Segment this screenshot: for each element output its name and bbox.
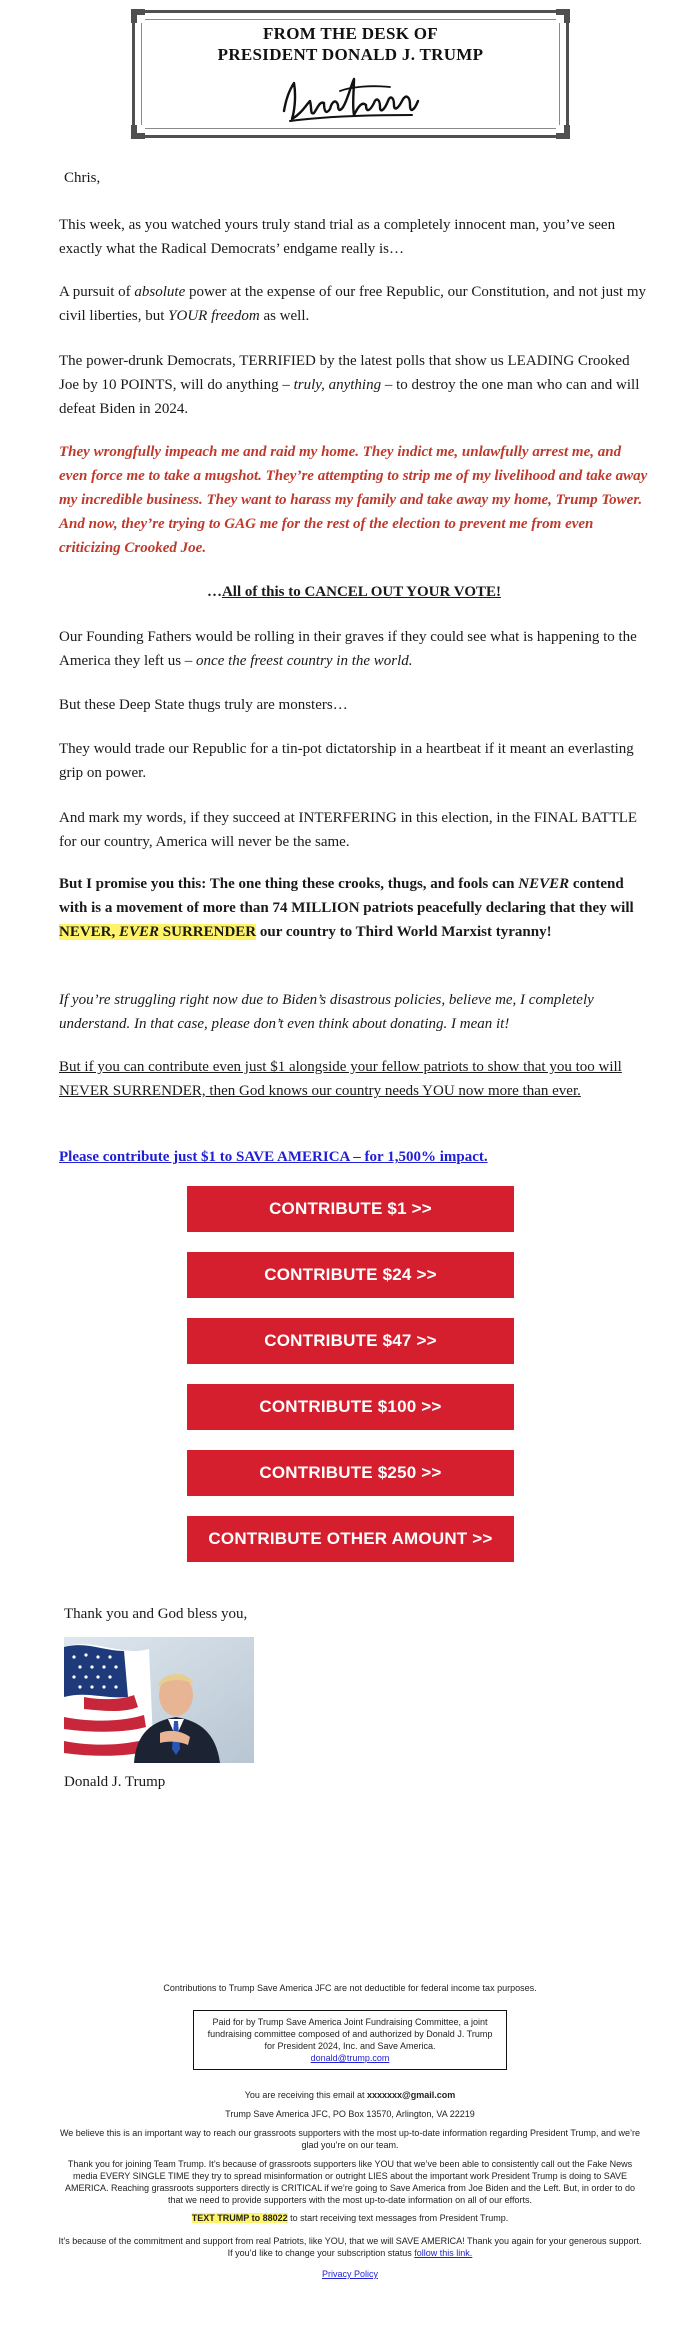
paid-for-text: Paid for by Trump Save America Joint Fundraising Committee, a joint fundraising committee composed of and authorized by Donald J. Trump for President 2024, Inc. and Save America. — [207, 2017, 493, 2051]
contribute-250-button[interactable]: CONTRIBUTE $250 >> — [187, 1450, 514, 1496]
paid-for-box — [193, 2010, 507, 2070]
paragraph-8: They would trade our Republic for a tin-pot dictatorship in a heartbeat if it meant an everlasting grip on power. — [59, 741, 634, 781]
privacy-policy-link[interactable]: Privacy Policy — [321, 2269, 378, 2279]
recipient-email: xxxxxxx@gmail.com — [366, 2090, 456, 2100]
corner-ornament — [131, 125, 145, 139]
paragraph-7: But these Deep State thugs truly are monsters… — [59, 697, 348, 713]
corner-ornament — [556, 125, 570, 139]
contribute-1-button[interactable]: CONTRIBUTE $1 >> — [187, 1186, 514, 1232]
closing-thanks: Thank you and God bless you, — [64, 1606, 248, 1622]
signature-image — [280, 71, 420, 129]
letterhead-line-2: PRESIDENT DONALD J. TRUMP — [217, 45, 484, 64]
contribute-other-amount-button[interactable]: CONTRIBUTE OTHER AMOUNT >> — [187, 1516, 514, 1562]
paragraph-2: A pursuit of absolute power at the expense of our free Republic, our Constitution, and not just my civil liberties, but YOUR freedom as well. — [59, 284, 647, 324]
paragraph-12: But if you can contribute even just $1 alongside your fellow patriots to show that you too will NEVER SURRENDER, then God knows our country needs YOU now more than ever. — [59, 1059, 622, 1099]
tax-disclaimer: Contributions to Trump Save America JFC are not deductible for federal income tax purposes. — [163, 1983, 537, 1993]
contribute-24-button[interactable]: CONTRIBUTE $24 >> — [187, 1252, 514, 1298]
contribute-link-paragraph — [59, 1145, 649, 1169]
paragraph-11: If you’re struggling right now due to Biden’s disastrous policies, believe me, I completely understand. In that case, please don’t even think about donating. I mean it! — [59, 992, 594, 1032]
corner-ornament — [556, 9, 570, 23]
greeting: Chris, — [64, 170, 101, 186]
paragraph-4-red: They wrongfully impeach me and raid my home. They indict me, unlawfully arrest me, and even force me to take a mugshot. They’re attempting to strip me of my livelihood and take away my incredible business. They want to harass my family and take away my home, Trump Tower. And now, they’re trying to GAG me for the rest of the election to prevent me from even criticizing Crooked Joe. — [59, 444, 648, 556]
letterhead-card — [132, 10, 569, 138]
text-trump-highlight: TEXT TRUMP to 88022 — [191, 2213, 288, 2223]
privacy-policy-line — [58, 2268, 642, 2280]
paragraph-3: The power-drunk Democrats, TERRIFIED by the latest polls that show us LEADING Crooked Joe by 10 POINTS, will do anything – truly, anything – to destroy the one man who can and will defeat Biden in 2024. — [59, 353, 640, 417]
mailing-address: Trump Save America JFC, PO Box 13570, Arlington, VA 22219 — [225, 2109, 475, 2119]
paragraph-1: This week, as you watched yours truly stand trial as a completely innocent man, you’ve seen exactly what the Radical Democrats’ endgame really is… — [59, 217, 616, 257]
commitment-text: It’s because of the commitment and support from real Patriots, like YOU, that we will SAVE AMERICA! Thank you again for your generous support. If you’d like to change your subscription status follow this link. — [58, 2236, 642, 2258]
subscription-follow-link[interactable]: follow this link. — [414, 2248, 473, 2258]
letterhead-line-1: FROM THE DESK OF — [263, 24, 438, 43]
president-photo — [64, 1637, 254, 1763]
contribute-link[interactable]: Please contribute just $1 to SAVE AMERICA – for 1,500% impact. — [59, 1149, 488, 1165]
paragraph-5-headline: …All of this to CANCEL OUT YOUR VOTE! — [206, 584, 502, 600]
contribute-100-button[interactable]: CONTRIBUTE $100 >> — [187, 1384, 514, 1430]
footer-thankyou-text: Thank you for joining Team Trump. It’s because of grassroots supporters like YOU that we’ve been able to consistently call out the Fake News media EVERY SINGLE TIME they try to spread misinformation or outright LIES about the important work President Trump is doing to SAVE AMERICA. Reaching grassroots supporters directly is CRITICAL if we’re going to Save America from Joe Biden and the Left. But, in order to do that we need to provide supporters with the most up-to-date information on all of our efforts. — [65, 2159, 635, 2205]
text-signup-line: TEXT TRUMP to 88022 to start receiving text messages from President Trump. — [191, 2213, 509, 2223]
receiving-email-line: You are receiving this email at xxxxxxx@gmail.com — [244, 2090, 456, 2100]
closing-name: Donald J. Trump — [64, 1774, 166, 1790]
paid-for-email-link[interactable]: donald@trump.com — [310, 2053, 390, 2063]
corner-ornament — [131, 9, 145, 23]
paragraph-6: Our Founding Fathers would be rolling in their graves if they could see what is happening to the America they left us – once the freest country in the world. — [59, 629, 637, 669]
contribute-47-button[interactable]: CONTRIBUTE $47 >> — [187, 1318, 514, 1364]
footer-believe-text: We believe this is an important way to reach our grassroots supporters with the most up-to-date information regarding President Trump, and we’re glad you’re on our team. — [59, 2128, 641, 2150]
paragraph-10: But I promise you this: The one thing these crooks, thugs, and fools can NEVER contend with is a movement of more than 74 MILLION patriots peacefully declaring that they will NEVER, EVER SURRENDER our country to Third World Marxist tyranny! — [59, 876, 634, 940]
paragraph-9: And mark my words, if they succeed at INTERFERING in this election, in the FINAL BATTLE for our country, America will never be the same. — [59, 810, 638, 850]
